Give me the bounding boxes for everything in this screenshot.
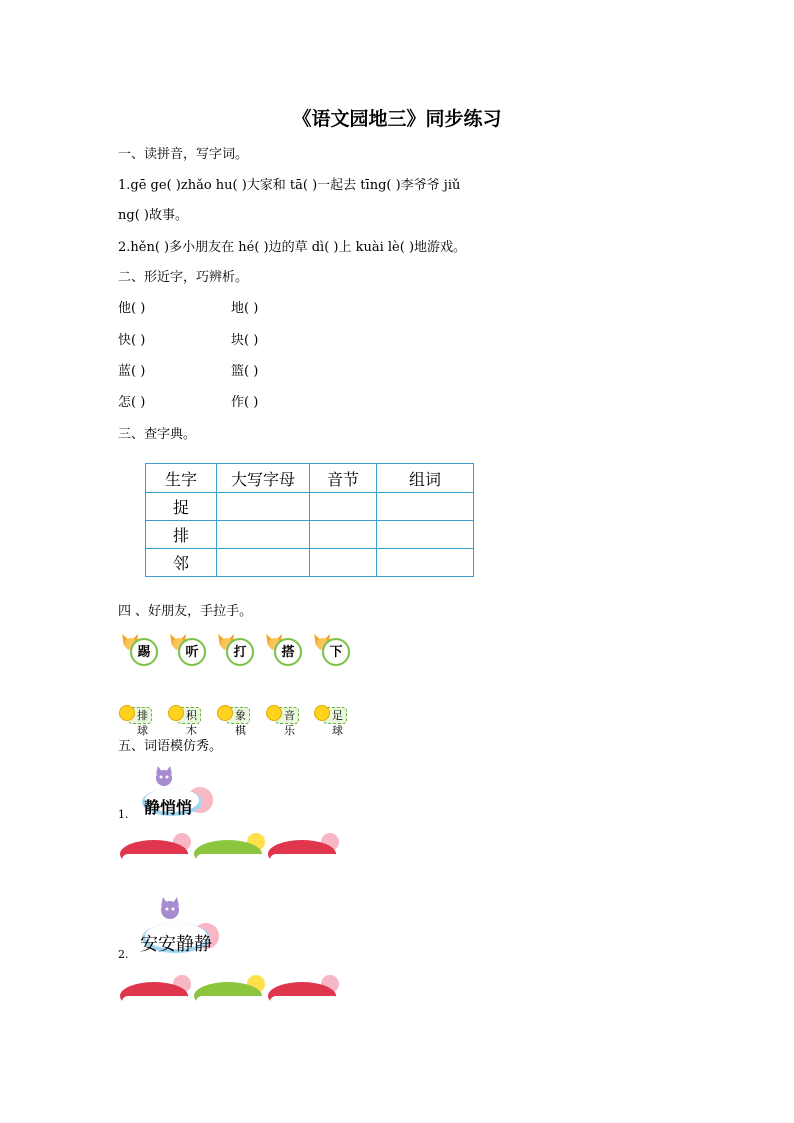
- pair-1-a: 他( ): [118, 301, 146, 316]
- answer-cell[interactable]: [310, 521, 377, 549]
- verb-badge[interactable]: [120, 632, 160, 666]
- verb-badge[interactable]: [168, 632, 208, 666]
- table-row: [146, 521, 474, 549]
- section5-heading: 五、词语模仿秀。: [118, 739, 223, 754]
- noun-label: 象棋: [226, 707, 250, 724]
- header-word: 组词: [377, 464, 474, 493]
- answer-cell[interactable]: [377, 521, 474, 549]
- table-row: [146, 549, 474, 577]
- pair-1-b: 地( ): [231, 301, 259, 316]
- noun-label: 积木: [177, 707, 201, 724]
- answer-blobs-2: [120, 974, 340, 1018]
- verb-badge[interactable]: [216, 632, 256, 666]
- sun-icon: [217, 705, 233, 721]
- answer-cell[interactable]: [217, 549, 310, 577]
- noun-label: 音乐: [275, 707, 299, 724]
- pair-2-a: 快( ): [118, 333, 146, 348]
- question-1-line-1: 1.gē ge( )zhǎo hu( )大家和 tā( )一起去 tīng( )李爷爷 jiǔ: [118, 178, 461, 193]
- answer-cell[interactable]: [217, 493, 310, 521]
- example-word-1: 静悄悄: [144, 798, 193, 817]
- sun-icon: [314, 705, 330, 721]
- section2-heading: 二、形近字，巧辨析。: [118, 270, 249, 285]
- pair-2-b: 块( ): [231, 333, 259, 348]
- pair-3-b: 篮( ): [231, 364, 259, 379]
- noun-label: 排球: [128, 707, 152, 724]
- item-number: 2.: [118, 948, 129, 961]
- answer-cell[interactable]: [310, 549, 377, 577]
- answer-cell[interactable]: [377, 549, 474, 577]
- example-word-2: 安安静静: [140, 934, 212, 955]
- row-character: 邻: [146, 549, 217, 577]
- pair-4-a: 怎( ): [118, 395, 146, 410]
- section4-heading: 四 、好朋友，手拉手。: [118, 604, 253, 619]
- header-uppercase-letter: 大写字母: [217, 464, 310, 493]
- noun-label: 足球: [323, 707, 347, 724]
- verb-label: 踢: [130, 638, 158, 666]
- page-title: 《语文园地三》同步练习: [292, 108, 502, 130]
- answer-blobs-1: [120, 832, 340, 876]
- answer-cell[interactable]: [217, 521, 310, 549]
- sun-icon: [119, 705, 135, 721]
- pair-3-a: 蓝( ): [118, 364, 146, 379]
- row-character: 捉: [146, 493, 217, 521]
- section1-heading: 一、读拼音，写字词。: [118, 147, 249, 162]
- sun-icon: [168, 705, 184, 721]
- verb-badge[interactable]: [312, 632, 352, 666]
- answer-cell[interactable]: [310, 493, 377, 521]
- sun-icon: [266, 705, 282, 721]
- item-number: 1.: [118, 808, 129, 821]
- question-2: 2.hěn( )多小朋友在 hé( )边的草 dì( )上 kuài lè( )地游戏。: [118, 240, 467, 255]
- row-character: 排: [146, 521, 217, 549]
- header-syllable: 音节: [310, 464, 377, 493]
- answer-cell[interactable]: [377, 493, 474, 521]
- verb-label: 打: [226, 638, 254, 666]
- section3-heading: 三、查字典。: [118, 427, 197, 442]
- verb-badge[interactable]: [264, 632, 304, 666]
- verb-label: 搭: [274, 638, 302, 666]
- verb-label: 下: [322, 638, 350, 666]
- dictionary-table: [145, 463, 474, 577]
- verb-label: 听: [178, 638, 206, 666]
- table-header-row: [146, 464, 474, 493]
- question-1-line-2: ng( )故事。: [118, 208, 188, 223]
- header-character: 生字: [146, 464, 217, 493]
- pair-4-b: 作( ): [231, 395, 259, 410]
- table-row: [146, 493, 474, 521]
